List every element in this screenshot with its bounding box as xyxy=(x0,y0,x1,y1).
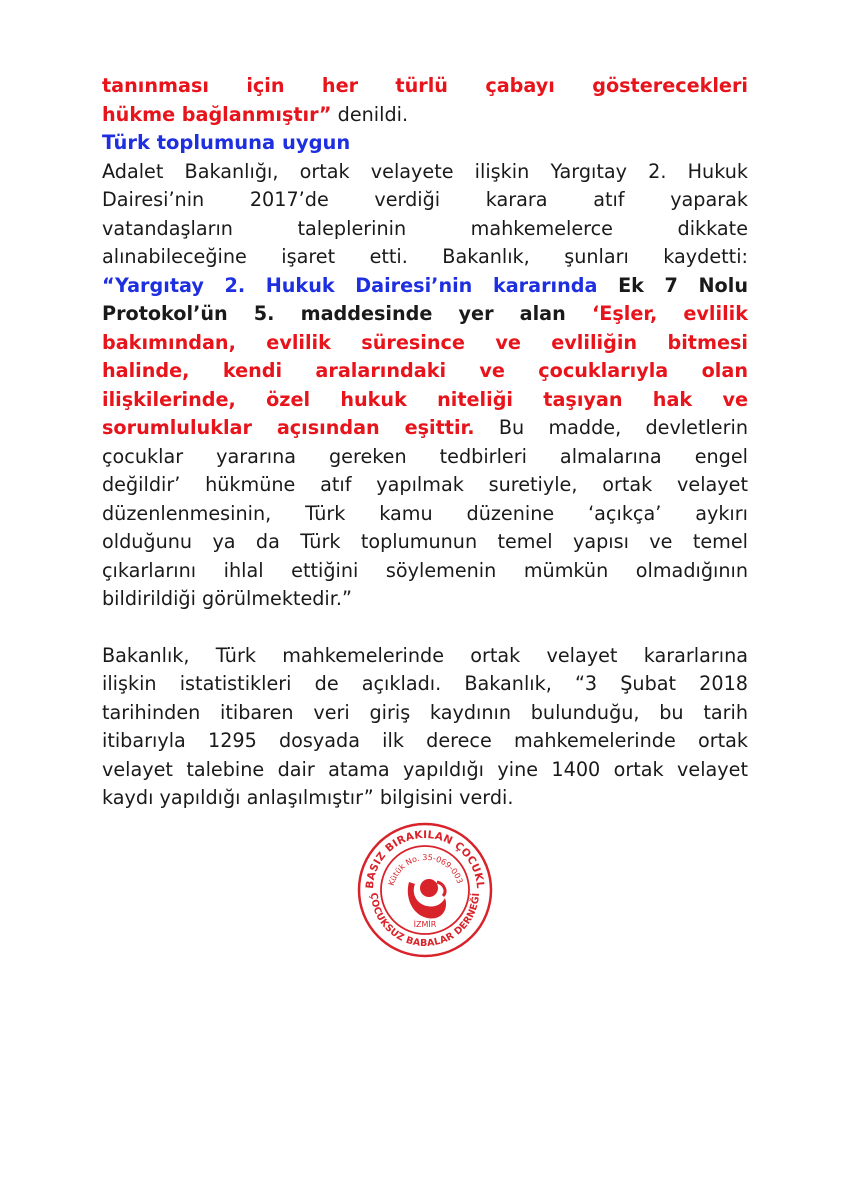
paragraph-2 xyxy=(102,642,748,813)
text-line: ilişkin istatistikleri de açıkladı. Bakanlık, “3 Şubat 2018 xyxy=(102,672,748,695)
paragraph-gap xyxy=(102,614,748,642)
text-line: Adalet Bakanlığı, ortak velayete ilişkin Yargıtay 2. Hukuk xyxy=(102,159,748,183)
text-line: itibarıyla 1295 dosyada ilk derece mahkemelerinde ortak xyxy=(102,729,748,752)
text-line: halinde, kendi aralarındaki ve çocuklarıyla olan xyxy=(102,359,748,382)
text-line: çıkarlarını ihlal ettiğini söylemenin mümkün olmadığının xyxy=(102,558,748,582)
text-line: ilişkilerinde, özel hukuk niteliği taşıyan hak ve xyxy=(102,387,748,411)
emphasis-text: ‘Eşler, evlilik xyxy=(591,302,748,325)
text-line: Bakanlık, Türk mahkemelerinde ortak velayet kararlarına xyxy=(102,643,748,667)
text-line: düzenlenmesinin, Türk kamu düzenine ‘açıkça’ aykırı xyxy=(102,501,748,525)
text-line: alınabileceğine işaret etti. Bakanlık, şunları kaydetti: xyxy=(102,245,748,268)
text-line xyxy=(102,272,748,301)
text-line: bakımından, evlilik süresince ve evliliğin bitmesi xyxy=(102,330,748,354)
text-line: vatandaşların taleplerinin mahkemelerce dikkate xyxy=(102,216,748,240)
text-line: çocuklar yararına gereken tedbirleri almalarına engel xyxy=(102,444,748,468)
text-line: olduğunu ya da Türk toplumunun temel yapısı ve temel xyxy=(102,530,748,553)
quote-blue-text: “Yargıtay 2. Hukuk Dairesi’nin kararında xyxy=(102,273,619,297)
emphasis-text: hükme bağlanmıştır” xyxy=(102,102,332,126)
seal-registry-text: Kütük No. 35-069-003 xyxy=(386,852,465,887)
text-line: kaydı yapıldığı anlaşılmıştır” bilgisini verdi. xyxy=(102,786,514,809)
section-heading: Türk toplumuna uygun xyxy=(102,131,351,154)
text-line: tanınması için her türlü çabayı gösterecekleri xyxy=(102,74,748,97)
association-seal-logo xyxy=(357,822,493,958)
text-line: değildir’ hükmüne atıf yapılmak suretiyle, ortak velayet xyxy=(102,473,748,496)
paragraph-1 xyxy=(102,158,748,614)
document-body xyxy=(102,72,748,813)
text-line xyxy=(102,300,748,329)
plain-text: Bu madde, devletlerin xyxy=(474,416,748,439)
text-line: Dairesi’nin 2017’de verdiği karara atıf yaparak xyxy=(102,188,748,211)
seal-graphic xyxy=(357,822,493,958)
seal-city-text: İZMİR xyxy=(413,920,437,929)
bold-text: Ek 7 Nolu xyxy=(618,273,748,297)
mother-child-emblem-icon xyxy=(408,879,446,918)
text-line: velayet talebine dair atama yapıldığı yine 1400 ortak velayet xyxy=(102,757,748,781)
text-line xyxy=(102,414,748,443)
seal-top-text: BASIZ BIRAKILAN ÇOCUKL xyxy=(363,828,487,890)
emphasis-text: sorumluluklar açısından eşittir. xyxy=(102,416,475,439)
text-line xyxy=(102,101,748,130)
plain-text: denildi. xyxy=(331,102,409,126)
bold-text: Protokol’ün 5. maddesinde yer alan xyxy=(102,302,592,325)
text-line: tarihinden itibaren veri giriş kaydının bulunduğu, bu tarih xyxy=(102,700,748,724)
text-line: bildirildiği görülmektedir.” xyxy=(102,587,352,610)
seal-bottom-text: ÇOCUKSUZ BABALAR DERNEĞİ xyxy=(367,892,483,950)
